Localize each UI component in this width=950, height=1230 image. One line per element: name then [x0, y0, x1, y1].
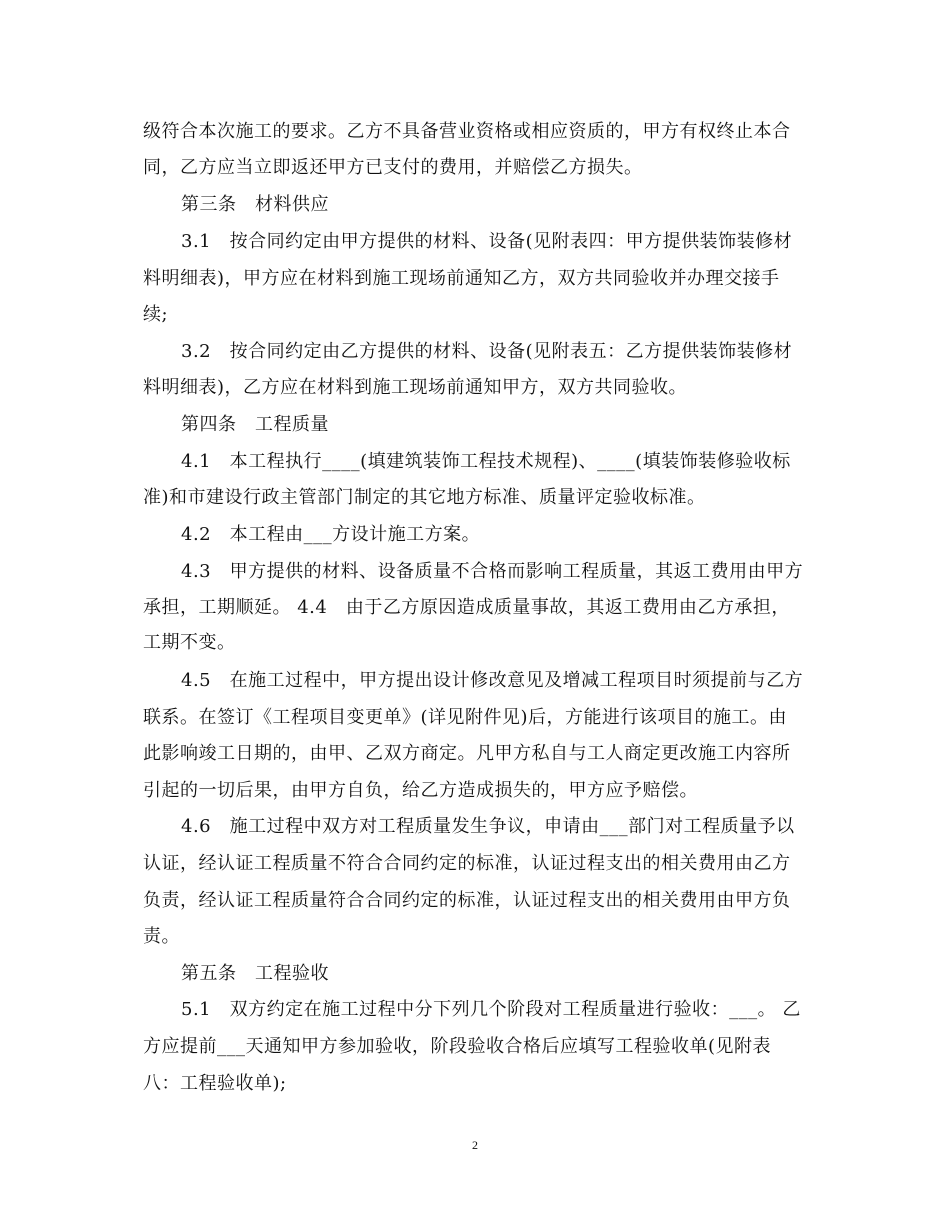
text-line: 认证，经认证工程质量不符合合同约定的标准，认证过程支出的相关费用由乙方 [143, 853, 791, 874]
text-line: 此影响竣工日期的，由甲、乙双方商定。凡甲方私自与工人商定更改施工内容所 [143, 743, 791, 764]
text-line: 级符合本次施工的要求。乙方不具备营业资格或相应资质的，甲方有权终止本合 [143, 121, 791, 142]
text-line: 准)和市建设行政主管部门制定的其它地方标准、质量评定验收标准。 [143, 487, 706, 508]
text-line: 同，乙方应当立即返还甲方已支付的费用，并赔偿乙方损失。 [143, 157, 643, 178]
page-number: 2 [472, 1138, 478, 1152]
text-line: 3.1 按合同约定由甲方提供的材料、设备(见附表四：甲方提供装饰装修材 [181, 231, 793, 252]
text-line: 工期不变。 [143, 632, 236, 653]
section-heading: 第三条 材料供应 [181, 194, 329, 215]
text-line: 5.1 双方约定在施工过程中分下列几个阶段对工程质量进行验收：___。 乙 [181, 999, 801, 1020]
text-line: 4.5 在施工过程中，甲方提出设计修改意见及增减工程项目时须提前与乙方 [181, 670, 804, 691]
section-heading: 第五条 工程验收 [181, 963, 329, 984]
text-line: 4.6 施工过程中双方对工程质量发生争议，申请由___部门对工程质量予以 [181, 816, 795, 837]
text-line: 引起的一切后果，由甲方自负，给乙方造成损失的，甲方应予赔偿。 [143, 780, 698, 801]
text-line: 方应提前___天通知甲方参加验收，阶段验收合格后应填写工程验收单(见附表 [143, 1036, 772, 1057]
text-line: 4.3 甲方提供的材料、设备质量不合格而影响工程质量，其返工费用由甲方 [181, 561, 804, 582]
text-line: 八：工程验收单); [143, 1073, 287, 1094]
text-line: 3.2 按合同约定由乙方提供的材料、设备(见附表五：乙方提供装饰装修材 [181, 341, 793, 362]
text-line: 料明细表)，甲方应在材料到施工现场前通知乙方，双方共同验收并办理交接手 [143, 268, 780, 289]
text-line: 责。 [143, 926, 180, 947]
text-line: 续; [143, 304, 169, 325]
text-line: 联系。在签订《工程项目变更单》(详见附件见)后，方能进行该项目的施工。由 [143, 707, 788, 728]
text-line: 4.1 本工程执行____(填建筑装饰工程技术规程)、____(填装饰装修验收标 [181, 451, 791, 472]
text-line: 承担，工期顺延。 4.4 由于乙方原因造成质量事故，其返工费用由乙方承担， [143, 597, 790, 618]
text-line: 4.2 本工程由___方设计施工方案。 [181, 524, 481, 545]
section-heading: 第四条 工程质量 [181, 414, 329, 435]
text-line: 负责，经认证工程质量符合合同约定的标准，认证过程支出的相关费用由甲方负 [143, 890, 791, 911]
text-line: 料明细表)，乙方应在材料到施工现场前通知甲方，双方共同验收。 [143, 377, 688, 398]
